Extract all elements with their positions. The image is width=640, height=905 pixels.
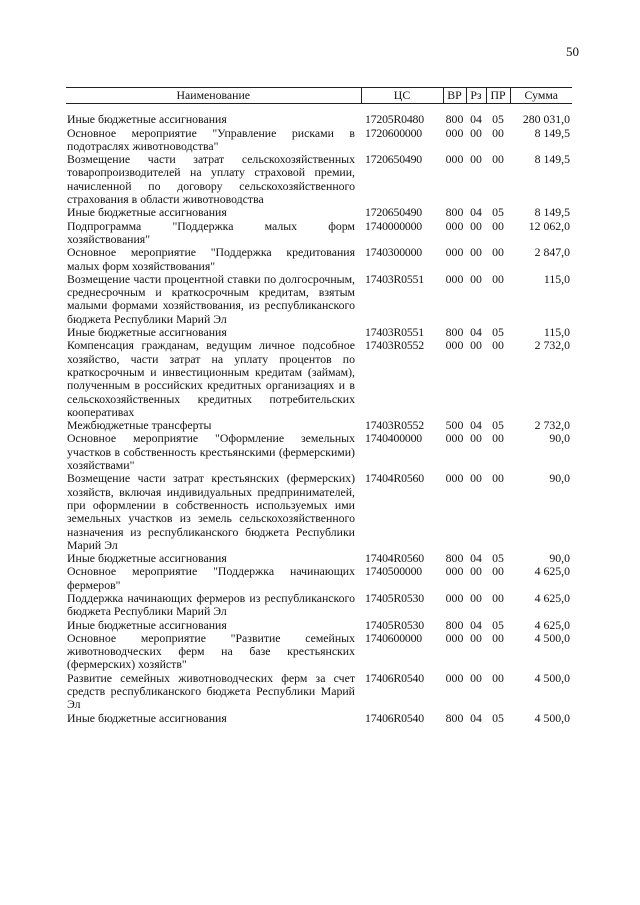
table-header bbox=[66, 88, 572, 104]
row-pr: 00 bbox=[492, 152, 504, 167]
row-rz: 00 bbox=[470, 590, 482, 605]
table-row bbox=[66, 153, 572, 206]
row-rz: 00 bbox=[470, 338, 482, 353]
page-number: 50 bbox=[566, 44, 579, 59]
row-cs: 1720650490 bbox=[365, 152, 422, 167]
row-rz: 00 bbox=[470, 218, 482, 233]
row-rz: 04 bbox=[470, 617, 482, 632]
row-pr: 00 bbox=[492, 590, 504, 605]
row-cs: 1740300000 bbox=[365, 245, 422, 260]
row-sum: 115,0 bbox=[543, 271, 570, 286]
budget-table bbox=[66, 87, 572, 725]
row-name: Иные бюджетные ассигнования bbox=[67, 112, 227, 127]
row-pr: 00 bbox=[492, 245, 504, 260]
row-cs: 1740600000 bbox=[365, 630, 422, 645]
row-sum: 115,0 bbox=[543, 325, 570, 340]
row-vr: 800 bbox=[445, 112, 464, 127]
row-sum: 2 732,0 bbox=[534, 338, 570, 353]
row-name: Возмещение части затрат крестьянских (фермерских) хозяйств, включая индивидуальных предпринимателей, при оформлении в собственность используемых ими земельных участков из земель сельскохозяйственного назначения из республиканского бюджета Республики Марий Эл bbox=[67, 471, 355, 552]
row-vr: 800 bbox=[445, 710, 464, 725]
row-rz: 04 bbox=[470, 551, 482, 566]
row-cs: 17205R0480 bbox=[365, 112, 424, 127]
header-sum: Сумма bbox=[510, 88, 572, 104]
row-sum: 280 031,0 bbox=[522, 112, 570, 127]
table-row bbox=[66, 326, 572, 339]
row-vr: 000 bbox=[445, 564, 464, 579]
table-row bbox=[66, 419, 572, 432]
row-name: Иные бюджетные ассигнования bbox=[67, 710, 227, 725]
row-pr: 05 bbox=[492, 617, 504, 632]
table-row bbox=[66, 712, 572, 725]
table-row bbox=[66, 104, 572, 127]
row-rz: 00 bbox=[470, 431, 482, 446]
row-vr: 000 bbox=[445, 245, 464, 260]
header-cs: ЦС bbox=[361, 88, 443, 104]
row-sum: 4 625,0 bbox=[534, 617, 570, 632]
table-row bbox=[66, 592, 572, 619]
table-body bbox=[66, 104, 572, 725]
row-vr: 800 bbox=[445, 325, 464, 340]
row-cs: 1720650490 bbox=[365, 205, 422, 220]
header-rz: Рз bbox=[466, 88, 486, 104]
row-cs: 17406R0540 bbox=[365, 670, 424, 685]
row-vr: 000 bbox=[445, 218, 464, 233]
row-cs: 1740400000 bbox=[365, 431, 422, 446]
row-vr: 000 bbox=[445, 590, 464, 605]
row-cs: 1740000000 bbox=[365, 218, 422, 233]
row-name: Поддержка начинающих фермеров из республиканского бюджета Республики Марий Эл bbox=[67, 590, 355, 619]
row-sum: 12 062,0 bbox=[528, 218, 570, 233]
header-vr: ВР bbox=[443, 88, 466, 104]
row-rz: 00 bbox=[470, 471, 482, 486]
row-rz: 00 bbox=[470, 152, 482, 167]
row-cs: 17405R0530 bbox=[365, 617, 424, 632]
row-pr: 00 bbox=[492, 338, 504, 353]
row-sum: 90,0 bbox=[549, 551, 570, 566]
row-name: Иные бюджетные ассигнования bbox=[67, 551, 227, 566]
row-pr: 05 bbox=[492, 551, 504, 566]
row-sum: 4 500,0 bbox=[534, 630, 570, 645]
row-pr: 00 bbox=[492, 431, 504, 446]
row-pr: 00 bbox=[492, 564, 504, 579]
table-row bbox=[66, 552, 572, 565]
row-pr: 05 bbox=[492, 710, 504, 725]
row-pr: 00 bbox=[492, 630, 504, 645]
row-vr: 000 bbox=[445, 152, 464, 167]
row-sum: 90,0 bbox=[549, 431, 570, 446]
row-pr: 05 bbox=[492, 205, 504, 220]
row-name: Иные бюджетные ассигнования bbox=[67, 325, 227, 340]
row-rz: 04 bbox=[470, 418, 482, 433]
row-name: Возмещение части процентной ставки по долгосрочным, среднесрочным и краткосрочным кредитам, взятым малыми формами хозяйствования, из республиканского бюджета Республики Марий Эл bbox=[67, 271, 355, 326]
row-rz: 00 bbox=[470, 271, 482, 286]
row-name: Иные бюджетные ассигнования bbox=[67, 617, 227, 632]
row-rz: 00 bbox=[470, 564, 482, 579]
row-name: Межбюджетные трансферты bbox=[67, 418, 212, 433]
row-cs: 17403R0551 bbox=[365, 325, 424, 340]
header-name: Наименование bbox=[66, 88, 361, 104]
row-rz: 00 bbox=[470, 630, 482, 645]
row-vr: 000 bbox=[445, 125, 464, 140]
table-row bbox=[66, 632, 572, 672]
row-rz: 04 bbox=[470, 710, 482, 725]
row-rz: 04 bbox=[470, 325, 482, 340]
row-sum: 8 149,5 bbox=[534, 205, 570, 220]
row-pr: 05 bbox=[492, 325, 504, 340]
row-name: Основное мероприятие "Поддержка начинающих фермеров" bbox=[67, 564, 355, 592]
row-vr: 800 bbox=[445, 551, 464, 566]
row-vr: 000 bbox=[445, 271, 464, 286]
row-cs: 17403R0551 bbox=[365, 271, 424, 286]
row-sum: 8 149,5 bbox=[534, 125, 570, 140]
row-pr: 05 bbox=[492, 112, 504, 127]
row-sum: 8 149,5 bbox=[534, 152, 570, 167]
row-sum: 2 732,0 bbox=[534, 418, 570, 433]
row-sum: 4 500,0 bbox=[534, 710, 570, 725]
table-row bbox=[66, 220, 572, 247]
row-name: Компенсация гражданам, ведущим личное подсобное хозяйство, части затрат на уплату процентов по краткосрочным и инвестиционным кредитам (займам), полученным в российских кредитных организациях и в сельскохозяйственных кредитных потребительских кооперативах bbox=[67, 338, 355, 419]
row-cs: 17404R0560 bbox=[365, 551, 424, 566]
row-cs: 1740500000 bbox=[365, 564, 422, 579]
row-vr: 000 bbox=[445, 431, 464, 446]
row-name: Возмещение части затрат сельскохозяйственных товаропроизводителей на уплату страховой премии, начисленной по договору сельскохозяйственного страхования в области животноводства bbox=[67, 152, 355, 207]
row-sum: 4 625,0 bbox=[534, 564, 570, 579]
row-name: Основное мероприятие "Развитие семейных животноводческих ферм на базе крестьянских (фермерских) хозяйств" bbox=[67, 630, 355, 672]
row-sum: 4 625,0 bbox=[534, 590, 570, 605]
row-cs: 17406R0540 bbox=[365, 710, 424, 725]
row-sum: 4 500,0 bbox=[534, 670, 570, 685]
row-vr: 800 bbox=[445, 205, 464, 220]
row-cs: 17405R0530 bbox=[365, 590, 424, 605]
row-pr: 00 bbox=[492, 271, 504, 286]
row-sum: 90,0 bbox=[549, 471, 570, 486]
row-vr: 800 bbox=[445, 617, 464, 632]
row-pr: 00 bbox=[492, 670, 504, 685]
table-row bbox=[66, 432, 572, 472]
row-vr: 500 bbox=[445, 418, 464, 433]
row-rz: 00 bbox=[470, 125, 482, 140]
row-pr: 05 bbox=[492, 418, 504, 433]
table-row bbox=[66, 565, 572, 592]
row-vr: 000 bbox=[445, 338, 464, 353]
row-vr: 000 bbox=[445, 471, 464, 486]
table-row bbox=[66, 672, 572, 712]
row-rz: 04 bbox=[470, 112, 482, 127]
row-cs: 1720600000 bbox=[365, 125, 422, 140]
row-sum: 2 847,0 bbox=[534, 245, 570, 260]
header-pr: ПР bbox=[486, 88, 510, 104]
table-row bbox=[66, 246, 572, 273]
table-row bbox=[66, 206, 572, 219]
row-vr: 000 bbox=[445, 670, 464, 685]
row-pr: 00 bbox=[492, 125, 504, 140]
row-name: Основное мероприятие "Поддержка кредитования малых форм хозяйствования" bbox=[67, 245, 355, 273]
row-rz: 00 bbox=[470, 670, 482, 685]
table-row bbox=[66, 339, 572, 419]
row-rz: 04 bbox=[470, 205, 482, 220]
row-pr: 00 bbox=[492, 471, 504, 486]
row-rz: 00 bbox=[470, 245, 482, 260]
row-cs: 17403R0552 bbox=[365, 418, 424, 433]
table-row bbox=[66, 127, 572, 154]
table-row bbox=[66, 619, 572, 632]
row-name: Основное мероприятие "Управление рисками в подотраслях животноводства" bbox=[67, 125, 355, 153]
table-row bbox=[66, 472, 572, 552]
row-cs: 17403R0552 bbox=[365, 338, 424, 353]
row-vr: 000 bbox=[445, 630, 464, 645]
row-pr: 00 bbox=[492, 218, 504, 233]
row-cs: 17404R0560 bbox=[365, 471, 424, 486]
table-row bbox=[66, 273, 572, 326]
row-name: Развитие семейных животноводческих ферм за счет средств республиканского бюджета Республики Марий Эл bbox=[67, 670, 355, 712]
row-name: Подпрограмма "Поддержка малых форм хозяйствования" bbox=[67, 218, 355, 246]
row-name: Иные бюджетные ассигнования bbox=[67, 205, 227, 220]
row-name: Основное мероприятие "Оформление земельных участков в собственность крестьянскими (фермерскими) хозяйствами" bbox=[67, 431, 355, 473]
